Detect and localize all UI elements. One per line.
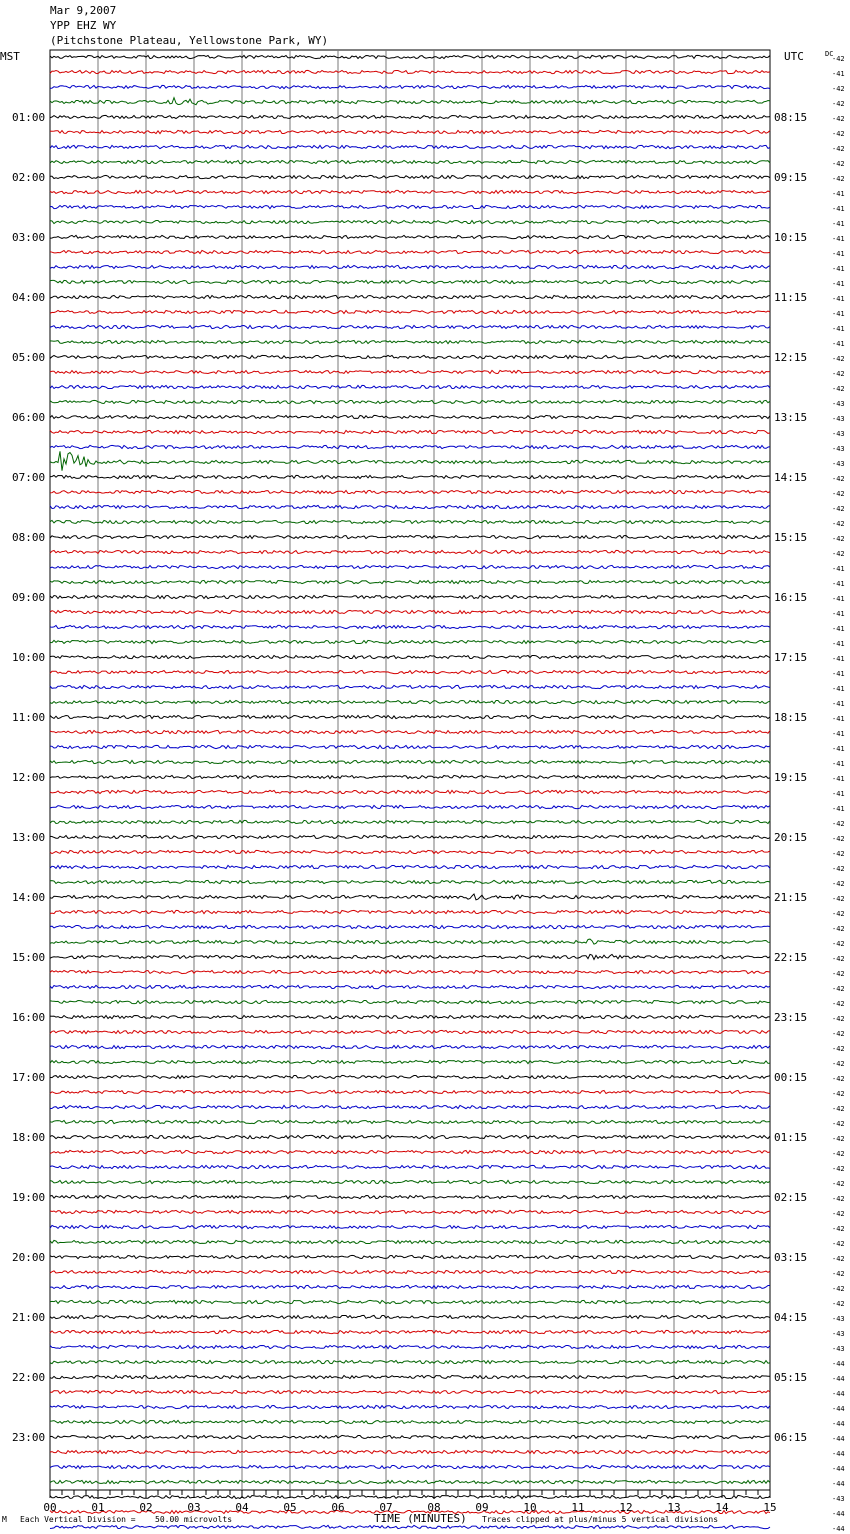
dc-offset-label: -41 <box>832 730 845 738</box>
x-tick-label: 10 <box>523 1501 537 1514</box>
trace-16 <box>50 280 770 283</box>
dc-offset-label: -43 <box>832 400 845 408</box>
dc-offset-label: -42 <box>832 100 845 108</box>
dc-offset-label: -42 <box>832 910 845 918</box>
dc-offset-label: -41 <box>832 670 845 678</box>
trace-48 <box>50 760 770 763</box>
trace-74 <box>50 1150 770 1153</box>
dc-offset-label: -42 <box>832 1180 845 1188</box>
trace-86 <box>50 1330 770 1333</box>
trace-60 <box>50 939 770 944</box>
x-tick-label: 04 <box>235 1501 249 1514</box>
left-hour-label: 02:00 <box>12 171 46 184</box>
trace-44 <box>50 700 770 703</box>
trace-61 <box>50 954 770 959</box>
trace-23 <box>50 385 770 388</box>
plot-frame <box>50 50 770 1490</box>
trace-35 <box>50 565 770 568</box>
trace-2 <box>50 70 770 73</box>
left-hour-label: 12:00 <box>12 771 46 784</box>
dc-offset-label: -41 <box>832 280 845 288</box>
dc-offset-label: -41 <box>832 655 845 663</box>
dc-offset-label: -44 <box>832 1450 845 1458</box>
trace-17 <box>50 295 770 298</box>
right-hour-label: 19:15 <box>774 771 808 784</box>
trace-73 <box>50 1135 770 1138</box>
trace-65 <box>50 1015 770 1018</box>
trace-43 <box>50 685 770 688</box>
left-hour-label: 04:00 <box>12 291 46 304</box>
dc-offset-label: -41 <box>832 265 845 273</box>
dc-offset-label: -41 <box>832 715 845 723</box>
dc-offset-label: -44 <box>832 1510 845 1518</box>
trace-36 <box>50 580 770 583</box>
trace-42 <box>50 670 770 673</box>
dc-offset-label: -42 <box>832 895 845 903</box>
right-hour-label: 00:15 <box>774 1071 808 1084</box>
trace-9 <box>50 175 770 178</box>
dc-offset-label: -42 <box>832 160 845 168</box>
dc-offset-label: -41 <box>832 310 845 318</box>
dc-offset-label: -41 <box>832 340 845 348</box>
right-hour-label: 02:15 <box>774 1191 808 1204</box>
dc-offset-label: -42 <box>832 925 845 933</box>
left-hour-label: 03:00 <box>12 231 46 244</box>
trace-76 <box>50 1180 770 1183</box>
trace-39 <box>50 625 770 628</box>
trace-70 <box>50 1090 770 1093</box>
x-tick-label: 14 <box>715 1501 729 1514</box>
right-hour-label: 01:15 <box>774 1131 808 1144</box>
dc-offset-label: -41 <box>832 775 845 783</box>
trace-63 <box>50 985 770 988</box>
trace-99 <box>50 1525 770 1528</box>
dc-offset-label: -42 <box>832 505 845 513</box>
dc-offset-label: -42 <box>832 1015 845 1023</box>
left-hour-label: 07:00 <box>12 471 46 484</box>
x-tick-label: 11 <box>571 1501 585 1514</box>
dc-offset-label: -44 <box>832 1435 845 1443</box>
trace-84 <box>50 1300 770 1303</box>
trace-50 <box>50 790 770 793</box>
left-hour-label: 01:00 <box>12 111 46 124</box>
left-hour-label: 17:00 <box>12 1071 46 1084</box>
left-hour-label: 18:00 <box>12 1131 46 1144</box>
trace-31 <box>50 505 770 508</box>
left-axis-label: MST <box>0 50 20 63</box>
trace-37 <box>50 595 770 598</box>
dc-offset-label: -42 <box>832 850 845 858</box>
dc-offset-label: -42 <box>832 1165 845 1173</box>
dc-offset-label: -41 <box>832 190 845 198</box>
dc-offset-label: -42 <box>832 820 845 828</box>
trace-41 <box>50 655 770 658</box>
trace-72 <box>50 1120 770 1123</box>
trace-5 <box>50 115 770 118</box>
dc-label: DC <box>825 50 834 58</box>
trace-69 <box>50 1075 770 1078</box>
x-tick-label: 03 <box>187 1501 201 1514</box>
dc-offset-label: -42 <box>832 130 845 138</box>
dc-offset-label: -42 <box>832 145 845 153</box>
dc-offset-label: -42 <box>832 1030 845 1038</box>
dc-offset-label: -42 <box>832 55 845 63</box>
right-hour-label: 11:15 <box>774 291 808 304</box>
trace-56 <box>50 880 770 883</box>
dc-offset-label: -41 <box>832 580 845 588</box>
dc-offset-label: -42 <box>832 1255 845 1263</box>
x-tick-label: 06 <box>331 1501 345 1514</box>
left-hour-label: 06:00 <box>12 411 46 424</box>
trace-68 <box>50 1060 770 1063</box>
dc-offset-label: -44 <box>832 1480 845 1488</box>
dc-offset-label: -42 <box>832 385 845 393</box>
dc-offset-label: -42 <box>832 475 845 483</box>
dc-offset-label: -43 <box>832 1495 845 1503</box>
dc-offset-label: -42 <box>832 1135 845 1143</box>
right-hour-label: 16:15 <box>774 591 808 604</box>
trace-64 <box>50 1000 770 1003</box>
dc-offset-label: -42 <box>832 1240 845 1248</box>
dc-offset-label: -42 <box>832 355 845 363</box>
chart-date: Mar 9,2007 <box>50 4 117 17</box>
dc-offset-label: -42 <box>832 1060 845 1068</box>
dc-offset-label: -44 <box>832 1405 845 1413</box>
dc-offset-label: -41 <box>832 805 845 813</box>
trace-24 <box>50 400 770 403</box>
trace-29 <box>50 475 770 478</box>
trace-80 <box>50 1240 770 1243</box>
dc-offset-label: -41 <box>832 295 845 303</box>
dc-offset-label: -42 <box>832 940 845 948</box>
trace-40 <box>50 640 770 643</box>
trace-95 <box>50 1465 770 1468</box>
dc-offset-label: -44 <box>832 1360 845 1368</box>
trace-75 <box>50 1165 770 1168</box>
dc-offset-label: -42 <box>832 1090 845 1098</box>
trace-45 <box>50 715 770 718</box>
left-hour-label: 08:00 <box>12 531 46 544</box>
trace-27 <box>50 445 770 448</box>
trace-81 <box>50 1255 770 1258</box>
trace-77 <box>50 1195 770 1198</box>
dc-offset-label: -41 <box>832 745 845 753</box>
dc-offset-label: -42 <box>832 835 845 843</box>
dc-offset-label: -44 <box>832 1420 845 1428</box>
right-hour-label: 22:15 <box>774 951 808 964</box>
left-hour-label: 14:00 <box>12 891 46 904</box>
trace-87 <box>50 1345 770 1348</box>
right-hour-label: 20:15 <box>774 831 808 844</box>
right-hour-label: 04:15 <box>774 1311 808 1324</box>
right-hour-label: 21:15 <box>774 891 808 904</box>
dc-offset-label: -42 <box>832 490 845 498</box>
dc-offset-label: -41 <box>832 250 845 258</box>
trace-52 <box>50 820 770 823</box>
dc-offset-label: -42 <box>832 970 845 978</box>
right-hour-label: 18:15 <box>774 711 808 724</box>
dc-offset-label: -43 <box>832 460 845 468</box>
right-axis-label: UTC <box>784 50 804 63</box>
trace-14 <box>50 250 770 253</box>
dc-offset-label: -41 <box>832 565 845 573</box>
left-hour-label: 15:00 <box>12 951 46 964</box>
dc-offset-label: -42 <box>832 1225 845 1233</box>
left-hour-label: 11:00 <box>12 711 46 724</box>
x-tick-label: 12 <box>619 1501 633 1514</box>
trace-54 <box>50 850 770 853</box>
dc-offset-label: -42 <box>832 1150 845 1158</box>
dc-offset-label: -44 <box>832 1375 845 1383</box>
right-hour-label: 12:15 <box>774 351 808 364</box>
dc-offset-label: -42 <box>832 985 845 993</box>
right-hour-label: 03:15 <box>774 1251 808 1264</box>
trace-88 <box>50 1360 770 1363</box>
dc-offset-label: -43 <box>832 1315 845 1323</box>
dc-offset-label: -41 <box>832 700 845 708</box>
left-hour-label: 19:00 <box>12 1191 46 1204</box>
dc-offset-label: -41 <box>832 235 845 243</box>
dc-offset-label: -42 <box>832 370 845 378</box>
trace-82 <box>50 1270 770 1273</box>
dc-offset-label: -42 <box>832 1105 845 1113</box>
trace-94 <box>50 1450 770 1453</box>
x-tick-label: 05 <box>283 1501 297 1514</box>
trace-12 <box>50 220 770 223</box>
trace-62 <box>50 970 770 973</box>
trace-1 <box>50 55 770 58</box>
right-hour-label: 14:15 <box>774 471 808 484</box>
trace-57 <box>50 894 770 900</box>
trace-49 <box>50 775 770 778</box>
dc-offset-label: -42 <box>832 880 845 888</box>
clip-note: Traces clipped at plus/minus 5 vertical divisions <box>482 1515 719 1524</box>
right-hour-label: 15:15 <box>774 531 808 544</box>
trace-97 <box>50 1495 770 1498</box>
right-hour-label: 08:15 <box>774 111 808 124</box>
dc-offset-label: -42 <box>832 1210 845 1218</box>
dc-offset-label: -41 <box>832 640 845 648</box>
trace-21 <box>50 355 770 358</box>
dc-offset-label: -43 <box>832 445 845 453</box>
trace-66 <box>50 1030 770 1033</box>
dc-offset-label: -41 <box>832 220 845 228</box>
dc-offset-label: -41 <box>832 685 845 693</box>
dc-offset-label: -42 <box>832 1120 845 1128</box>
dc-offset-label: -41 <box>832 760 845 768</box>
right-hour-label: 13:15 <box>774 411 808 424</box>
dc-offset-label: -41 <box>832 595 845 603</box>
trace-26 <box>50 430 770 433</box>
dc-offset-label: -43 <box>832 430 845 438</box>
dc-offset-label: -41 <box>832 625 845 633</box>
trace-92 <box>50 1420 770 1423</box>
dc-offset-label: -43 <box>832 1330 845 1338</box>
trace-71 <box>50 1105 770 1108</box>
dc-offset-label: -41 <box>832 70 845 78</box>
x-tick-label: 01 <box>91 1501 105 1514</box>
trace-79 <box>50 1225 770 1228</box>
corner-mark: M <box>2 1515 7 1524</box>
trace-15 <box>50 265 770 268</box>
dc-offset-label: -42 <box>832 1285 845 1293</box>
scale-prefix: Each Vertical Division = <box>20 1515 136 1524</box>
trace-32 <box>50 520 770 523</box>
dc-offset-label: -41 <box>832 610 845 618</box>
trace-34 <box>50 550 770 553</box>
right-hour-label: 05:15 <box>774 1371 808 1384</box>
trace-83 <box>50 1285 770 1288</box>
dc-offset-label: -41 <box>832 325 845 333</box>
trace-28 <box>50 451 770 470</box>
trace-33 <box>50 535 770 538</box>
dc-offset-label: -42 <box>832 550 845 558</box>
x-tick-label: 13 <box>667 1501 681 1514</box>
trace-93 <box>50 1435 770 1438</box>
dc-offset-label: -42 <box>832 1270 845 1278</box>
trace-10 <box>50 190 770 193</box>
dc-offset-label: -42 <box>832 1300 845 1308</box>
trace-group <box>50 55 770 1534</box>
right-hour-label: 23:15 <box>774 1011 808 1024</box>
right-hour-label: 17:15 <box>774 651 808 664</box>
trace-30 <box>50 490 770 493</box>
dc-offset-label: -42 <box>832 85 845 93</box>
trace-85 <box>50 1315 770 1318</box>
x-tick-label: 08 <box>427 1501 441 1514</box>
right-hour-label: 09:15 <box>774 171 808 184</box>
trace-53 <box>50 835 770 838</box>
trace-25 <box>50 415 770 418</box>
left-hour-label: 16:00 <box>12 1011 46 1024</box>
trace-38 <box>50 610 770 613</box>
chart-station: YPP EHZ WY <box>50 19 117 32</box>
dc-offset-label: -42 <box>832 520 845 528</box>
trace-78 <box>50 1210 770 1213</box>
x-tick-label: 15 <box>763 1501 777 1514</box>
dc-offset-label: -42 <box>832 175 845 183</box>
trace-3 <box>50 85 770 88</box>
x-tick-label: 07 <box>379 1501 393 1514</box>
trace-11 <box>50 205 770 208</box>
left-hour-label: 22:00 <box>12 1371 46 1384</box>
left-hour-label: 05:00 <box>12 351 46 364</box>
right-hour-label: 06:15 <box>774 1431 808 1444</box>
trace-6 <box>50 130 770 133</box>
x-axis-title: TIME (MINUTES) <box>374 1512 467 1525</box>
dc-offset-label: -42 <box>832 865 845 873</box>
trace-13 <box>50 235 770 238</box>
trace-89 <box>50 1375 770 1378</box>
trace-91 <box>50 1405 770 1408</box>
right-hour-label: 10:15 <box>774 231 808 244</box>
trace-67 <box>50 1045 770 1048</box>
trace-59 <box>50 925 770 928</box>
trace-58 <box>50 910 770 913</box>
dc-offset-label: -43 <box>832 1345 845 1353</box>
dc-offset-label: -42 <box>832 1000 845 1008</box>
dc-offset-label: -42 <box>832 1195 845 1203</box>
dc-offset-label: -42 <box>832 535 845 543</box>
trace-8 <box>50 160 770 163</box>
dc-offset-label: -43 <box>832 415 845 423</box>
x-tick-label: 09 <box>475 1501 489 1514</box>
left-hour-label: 23:00 <box>12 1431 46 1444</box>
trace-22 <box>50 370 770 373</box>
dc-offset-label: -42 <box>832 1045 845 1053</box>
left-hour-label: 09:00 <box>12 591 46 604</box>
dc-offset-label: -42 <box>832 1075 845 1083</box>
left-hour-label: 21:00 <box>12 1311 46 1324</box>
dc-offset-label: -42 <box>832 955 845 963</box>
trace-55 <box>50 865 770 868</box>
x-tick-label: 02 <box>139 1501 153 1514</box>
scale-value: 50.00 microvolts <box>155 1515 233 1524</box>
trace-96 <box>50 1480 770 1483</box>
left-hour-label: 13:00 <box>12 831 46 844</box>
dc-offset-label: -44 <box>832 1465 845 1473</box>
chart-location: (Pitchstone Plateau, Yellowstone Park, WY) <box>50 34 329 47</box>
dc-offset-label: -44 <box>832 1525 845 1533</box>
dc-offset-label: -41 <box>832 790 845 798</box>
dc-offset-label: -42 <box>832 115 845 123</box>
trace-90 <box>50 1390 770 1393</box>
trace-47 <box>50 745 770 748</box>
trace-20 <box>50 340 770 343</box>
dc-offset-label: -44 <box>832 1390 845 1398</box>
x-tick-label: 00 <box>43 1501 57 1514</box>
trace-18 <box>50 310 770 313</box>
trace-46 <box>50 730 770 733</box>
trace-19 <box>50 325 770 328</box>
left-hour-label: 10:00 <box>12 651 46 664</box>
dc-offset-label: -41 <box>832 205 845 213</box>
trace-4 <box>50 98 770 105</box>
trace-7 <box>50 145 770 148</box>
trace-51 <box>50 805 770 808</box>
left-hour-label: 20:00 <box>12 1251 46 1264</box>
